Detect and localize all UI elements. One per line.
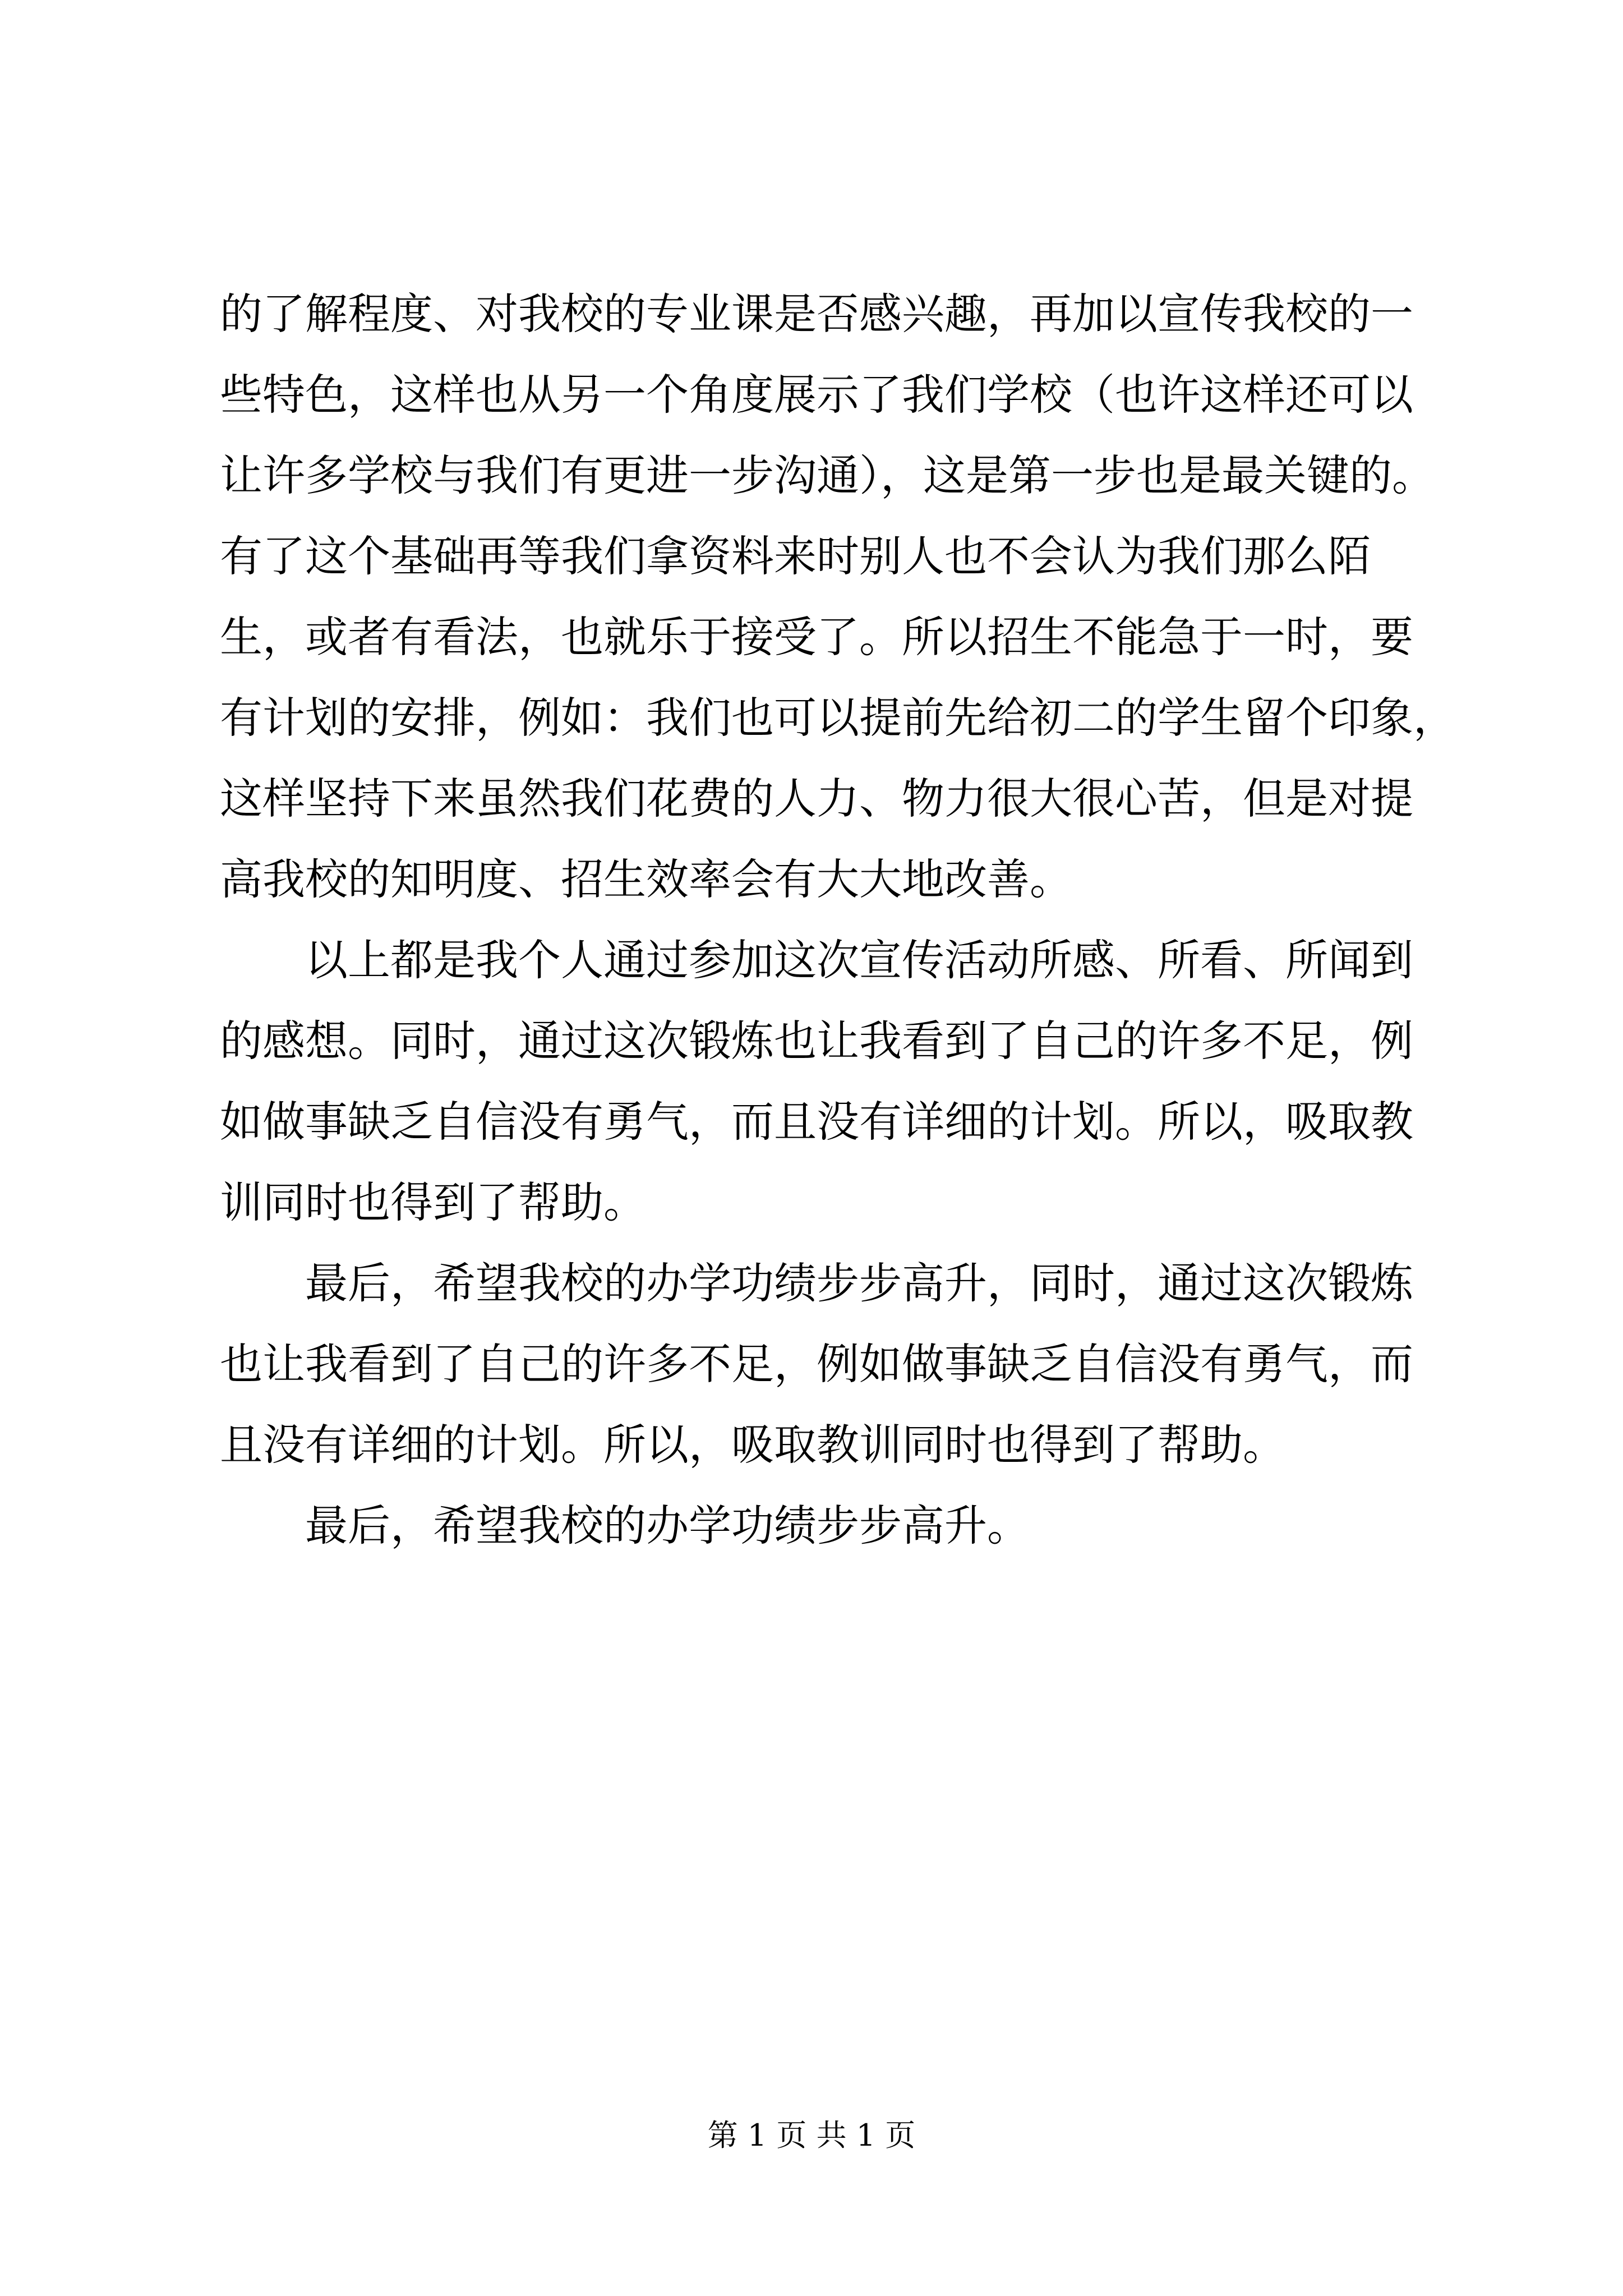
text-line: 这样坚持下来虽然我们花费的人力、物力很大很心苦，但是对提	[220, 774, 1413, 823]
paragraph	[220, 1485, 1431, 1566]
text-line: 以上都是我个人通过参加这次宣传活动所感、所看、所闻到	[305, 935, 1413, 985]
paragraph	[220, 274, 1456, 920]
text-line: 的了解程度、对我校的专业课是否感兴趣，再加以宣传我校的一	[220, 289, 1413, 339]
text-line: 训同时也得到了帮助。	[220, 1177, 646, 1227]
text-line: 有了这个基础再等我们拿资料来时别人也不会认为我们那么陌	[220, 531, 1371, 581]
text-line: 让许多学校与我们有更进一步沟通），这是第一步也是最关键的。	[220, 450, 1435, 500]
text-line: 有计划的安排，例如：我们也可以提前先给初二的学生留个印象，	[220, 693, 1456, 743]
paragraph	[220, 1243, 1431, 1485]
text-line: 高我校的知明度、招生效率会有大大地改善。	[220, 854, 1072, 904]
text-line: 最后，希望我校的办学功绩步步高升。	[305, 1501, 1030, 1550]
text-line: 生，或者有看法，也就乐于接受了。所以招生不能急于一时，要	[220, 612, 1413, 662]
text-line: 些特色，这样也从另一个角度展示了我们学校（也许这样还可以	[220, 370, 1413, 420]
text-line: 的感想。同时，通过这次锻炼也让我看到了自己的许多不足，例	[220, 1016, 1413, 1066]
paragraph	[220, 920, 1431, 1243]
text-line: 如做事缺乏自信没有勇气，而且没有详细的计划。所以，吸取教	[220, 1097, 1413, 1147]
text-line: 也让我看到了自己的许多不足，例如做事缺乏自信没有勇气，而	[220, 1339, 1413, 1389]
document-body	[220, 274, 1456, 1566]
page-footer: 第 1 页 共 1 页	[707, 2118, 916, 2153]
text-line: 且没有详细的计划。所以，吸取教训同时也得到了帮助。	[220, 1420, 1285, 1470]
text-line: 最后，希望我校的办学功绩步步高升，同时，通过这次锻炼	[305, 1258, 1413, 1308]
